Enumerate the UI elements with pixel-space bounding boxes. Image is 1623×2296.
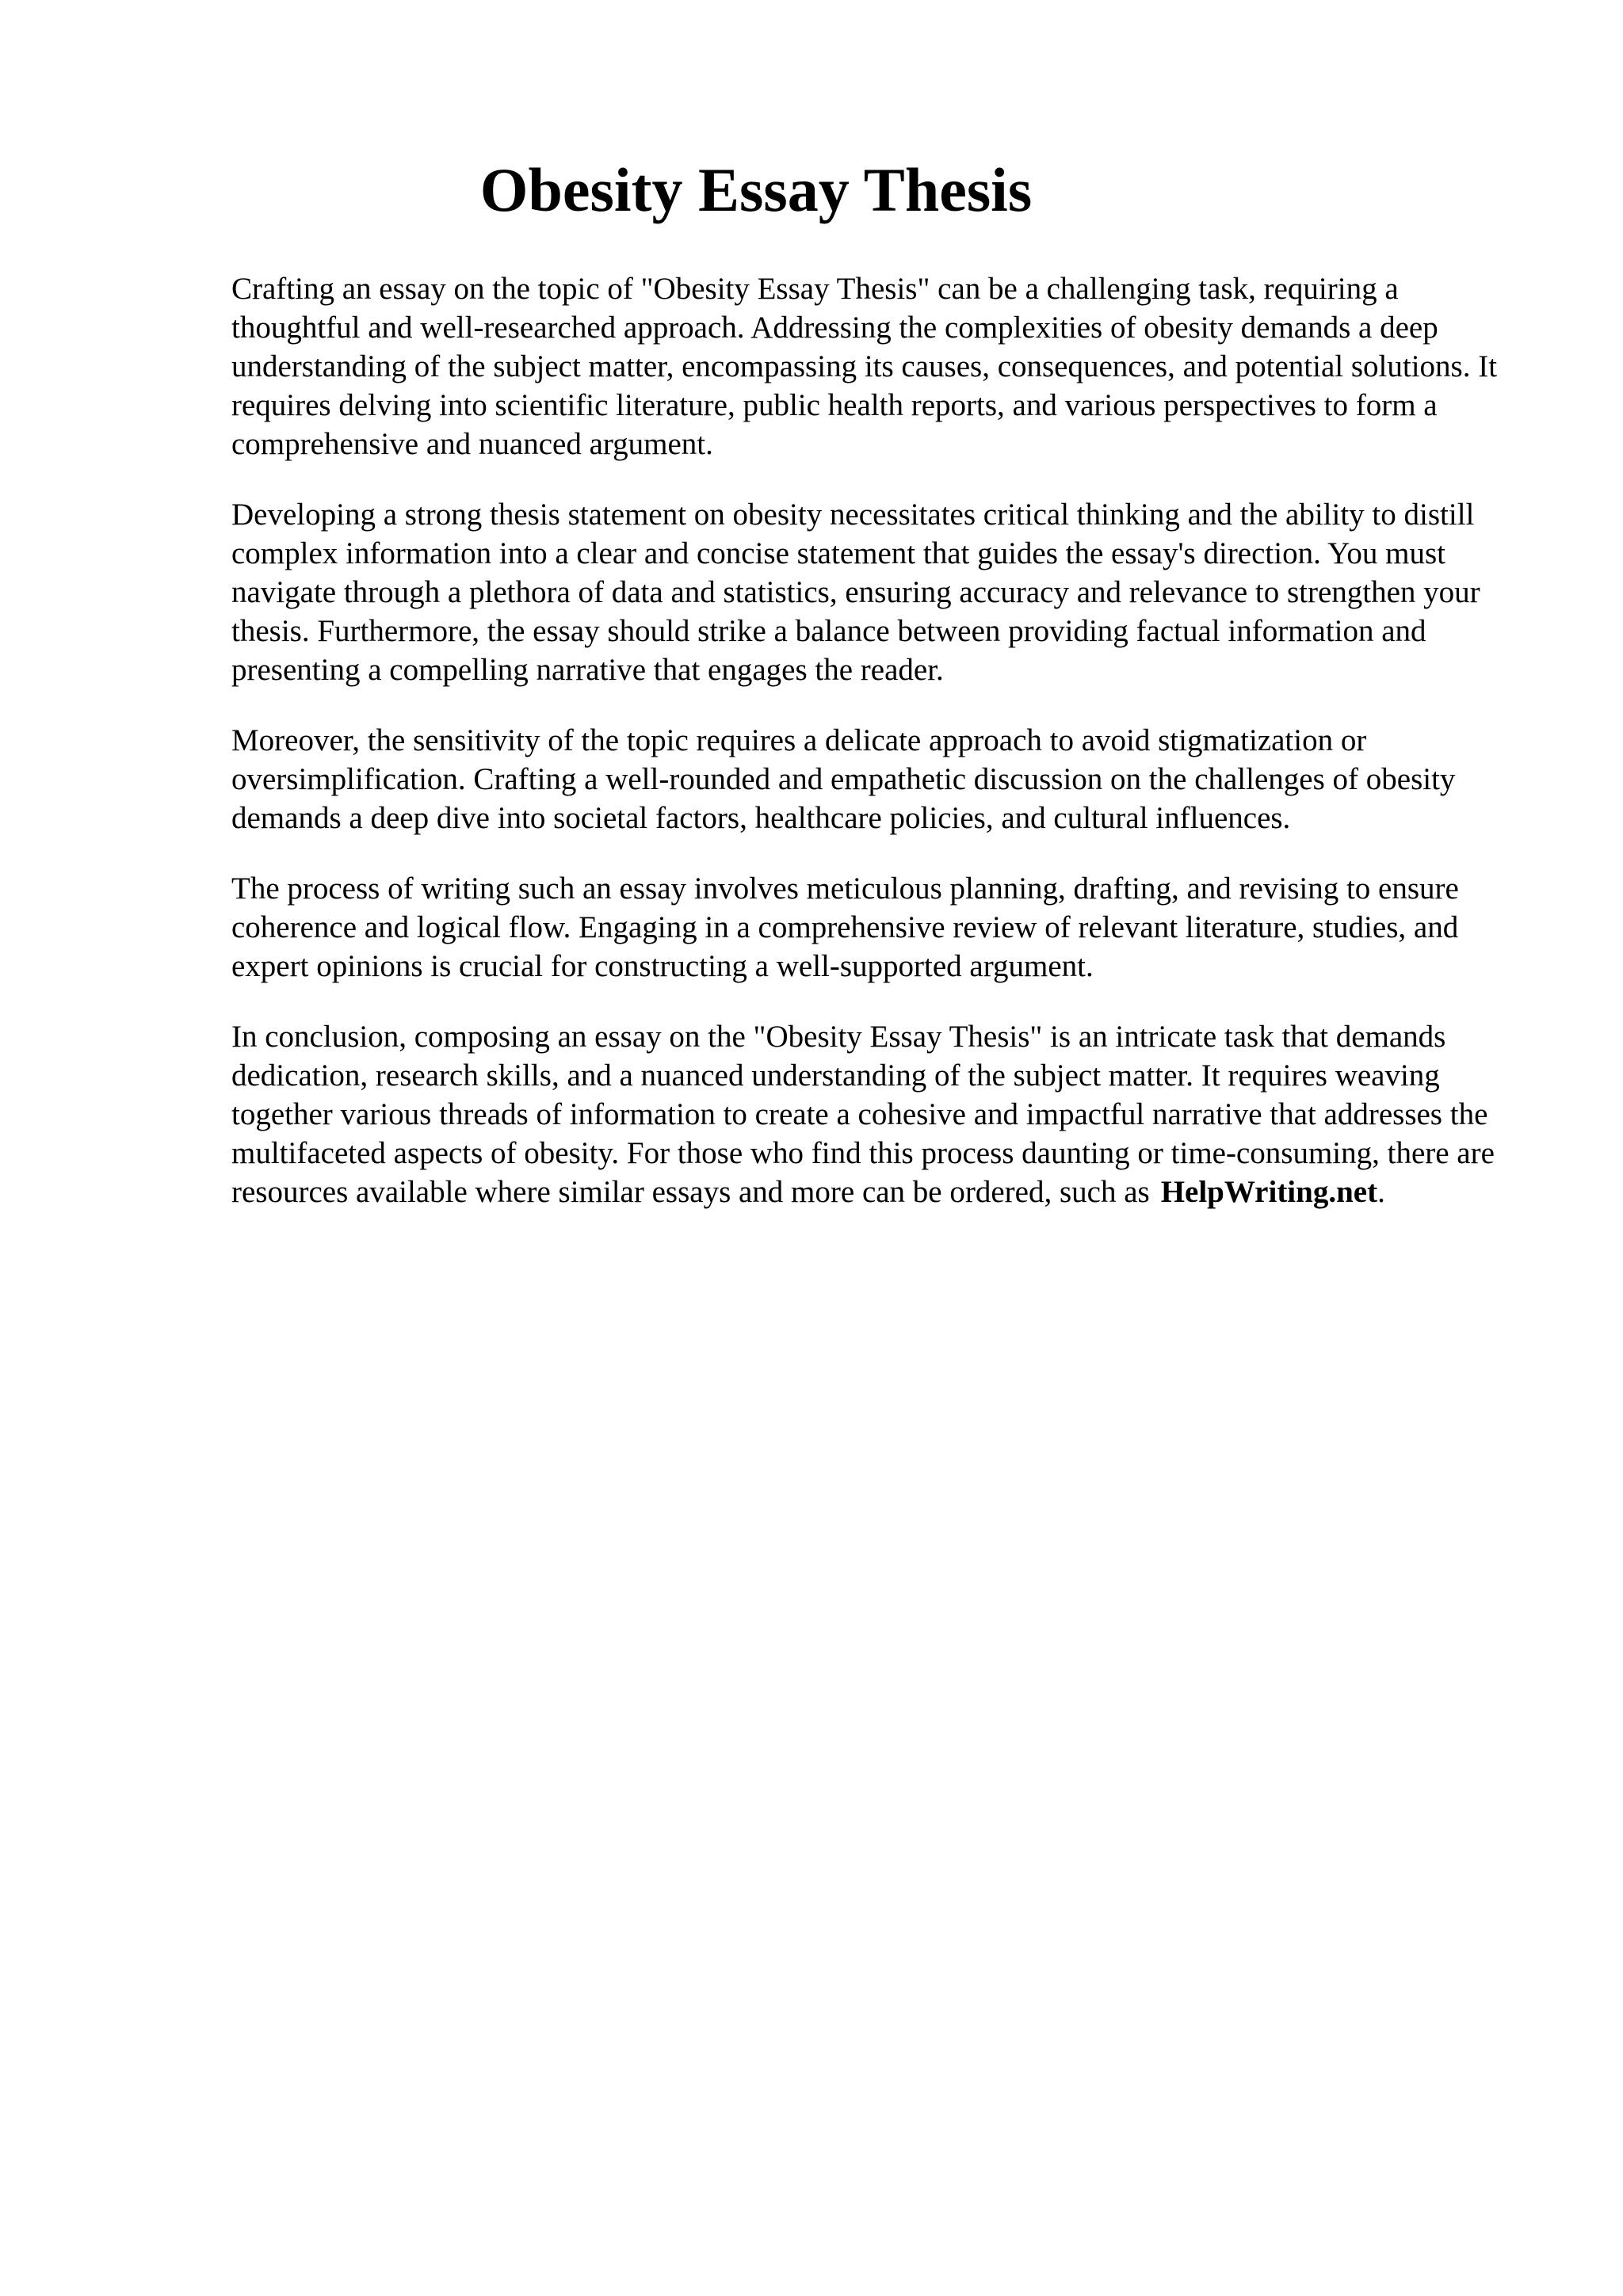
document-title: Obesity Essay Thesis (479, 155, 1033, 224)
paragraph-2: Developing a strong thesis statement on obesity necessitates critical thinking and the ability to distill complex information into a clear and concise statement that guides the essay's direction. You must navigate through a plethora of data and statistics, ensuring accuracy and relevance to strengthen your thesis. Furthermore, the essay should strike a balance between providing factual information and presenting a compelling narrative that engages the reader. (231, 498, 1480, 687)
paragraph-conclusion (231, 1017, 1515, 1211)
conclusion-text: In conclusion, composing an essay on the "Obesity Essay Thesis" is an intricate task that demands dedication, research skills, and a nuanced understanding of the subject matter. It requires weaving together various threads of information to create a cohesive and impactful narrative that addresses the multifaceted aspects of obesity. For those who find this process daunting or time-consuming, there are resources available where similar essays and more can be ordered, such as (231, 1020, 1495, 1209)
document-body (231, 151, 1515, 1243)
brand-link[interactable]: HelpWriting.net (1160, 1175, 1378, 1209)
paragraph-3: Moreover, the sensitivity of the topic requires a delicate approach to avoid stigmatization or oversimplification. Crafting a well-rounded and empathetic discussion on the challenges of obesity demands a deep dive into societal factors, healthcare policies, and cultural influences. (231, 723, 1456, 835)
conclusion-end-punct: . (1377, 1175, 1385, 1209)
paragraph-1: Crafting an essay on the topic of "Obesity Essay Thesis" can be a challenging task, requiring a thoughtful and well-researched approach. Addressing the complexities of obesity demands a deep understanding of the subject matter, encompassing its causes, consequences, and potential solutions. It requires delving into scientific literature, public health reports, and various perspectives to form a comprehensive and nuanced argument. (231, 272, 1498, 461)
paragraph-4: The process of writing such an essay involves meticulous planning, drafting, and revising to ensure coherence and logical flow. Engaging in a comprehensive review of relevant literature, studies, and expert opinions is crucial for constructing a well-supported argument. (231, 871, 1459, 983)
